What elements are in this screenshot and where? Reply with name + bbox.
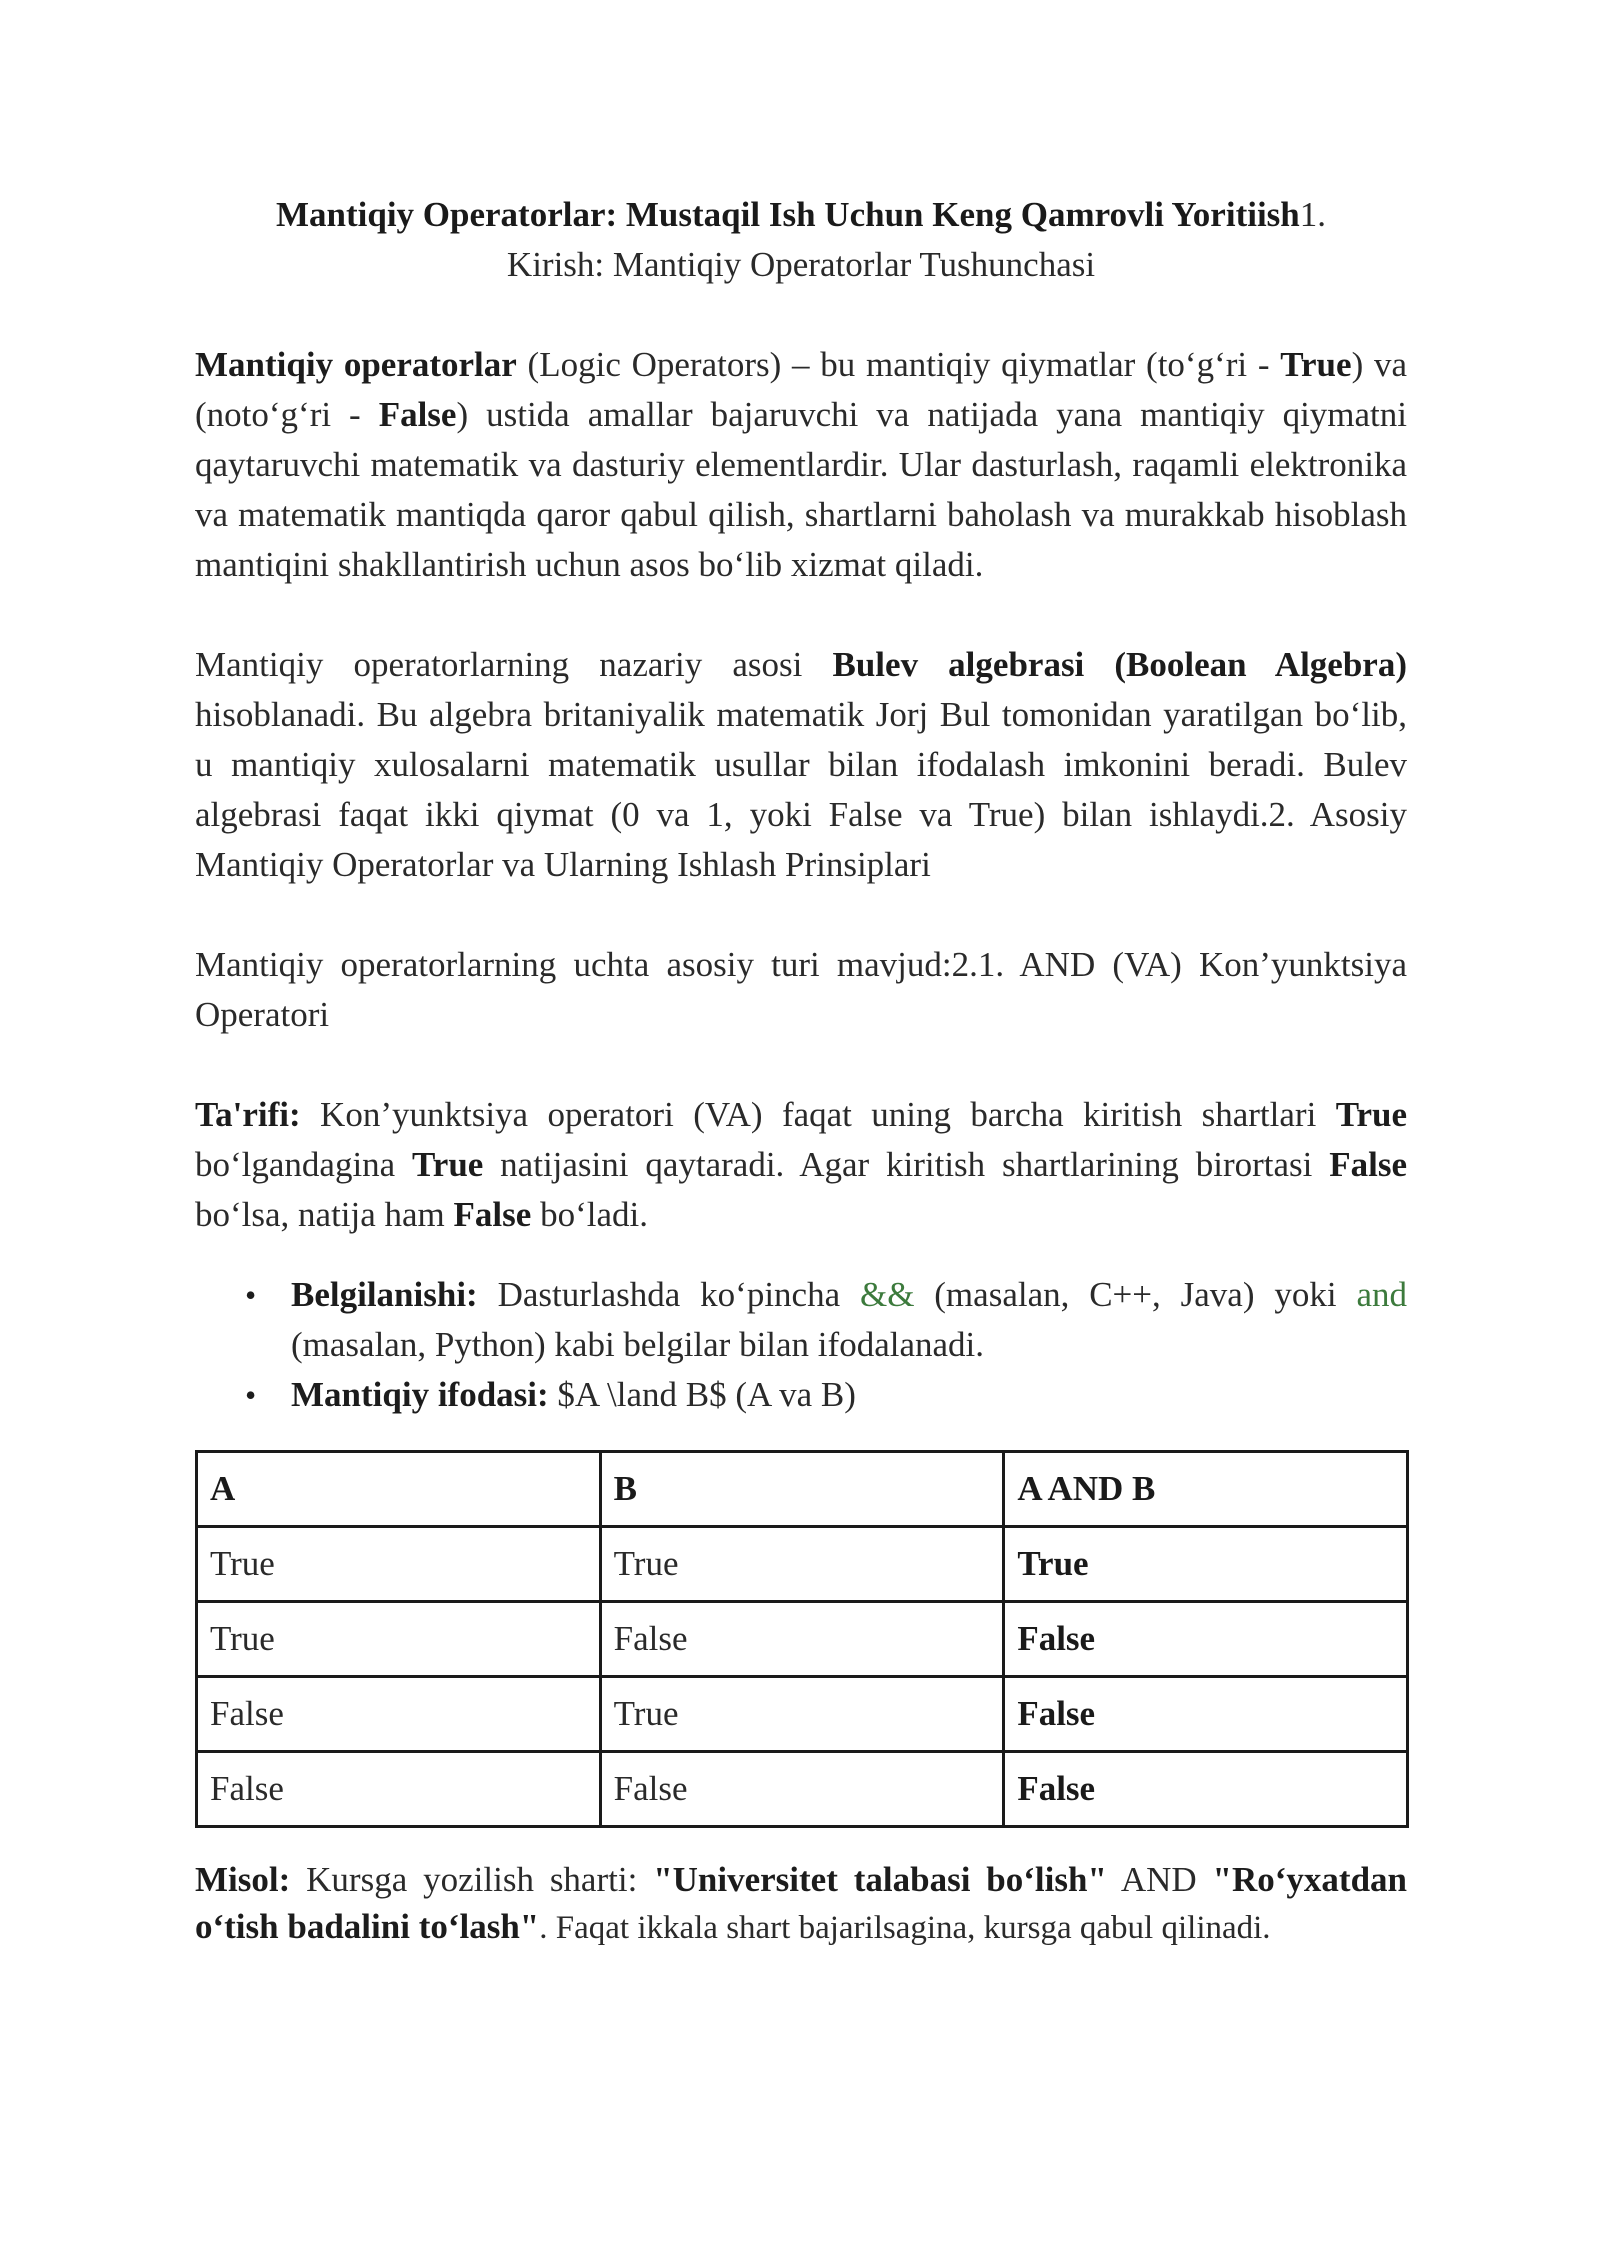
section-heading-intro: Kirish: Mantiqiy Operatorlar Tushunchasi [506,245,1096,284]
paragraph-definition: Mantiqiy operatorlar (Logic Operators) – bu mantiqiy qiymatlar (to‘g‘ri - True) va (noto‘g‘ri - False) ustida amallar bajaruvchi va natijada yana mantiqiy qiymatni qaytaruvchi matematik va dasturiy elementlardir. Ular dasturlash, raqamli elektronika va matematik mantiqda qaror qabul qilish, shartlarni baholash va murakkab hisoblash mantiqini shakllantirish uchun asos bo‘lib xizmat qiladi. [195,345,1407,584]
table-cell: True [600,1527,1004,1602]
term-definition: Ta'rifi: [195,1095,301,1134]
truth-table-and [195,1450,1409,1828]
term-logic-operators: Mantiqiy operatorlar [195,345,517,384]
table-cell: False [197,1677,601,1752]
table-row [197,1752,1408,1827]
table-cell: True [600,1677,1004,1752]
table-cell: False [600,1602,1004,1677]
table-cell: True [197,1602,601,1677]
table-row [197,1677,1408,1752]
table-cell-result: True [1004,1527,1408,1602]
table-cell-result: False [1004,1677,1408,1752]
table-header-cell: A AND B [1004,1452,1408,1527]
table-header-cell: B [600,1452,1004,1527]
code-and-keyword: and [1356,1275,1407,1314]
table-header-cell: A [197,1452,601,1527]
table-header-row [197,1452,1408,1527]
title-bold: Mantiqiy Operatorlar: Mustaqil Ish Uchun Keng Qamrovli Yoritiish [275,195,1300,234]
table-row [197,1527,1408,1602]
bullet-list [195,1270,1407,1420]
paragraph-operator-types: Mantiqiy operatorlarning uchta asosiy turi mavjud:2.1. AND (VA) Kon’yunktsiya Operatori [195,945,1407,1034]
term-boolean-algebra: Bulev algebrasi (Boolean Algebra) [832,645,1407,684]
list-item-expression: • Mantiqiy ifodasi: $A \land B$ (A va B) [195,1370,1407,1420]
paragraph-boolean-algebra: Mantiqiy operatorlarning nazariy asosi Bulev algebrasi (Boolean Algebra) hisoblanadi. Bu algebra britaniyalik matematik Jorj Bul tomonidan yaratilgan bo‘lib, u mantiqiy xulosalarni matematik usullar bilan ifodalash imkonini beradi. Bulev algebrasi faqat ikki qiymat (0 va 1, yoki False va True) bilan ishlaydi.2. Asosiy Mantiqiy Operatorlar va Ularning Ishlash Prinsiplari [195,645,1407,884]
table-cell: True [197,1527,601,1602]
code-and-symbol: && [859,1275,915,1314]
paragraph-example: Misol: Kursga yozilish sharti: "Universitet talabasi bo‘lish" AND "Ro‘yxatdan o‘tish badalini to‘lash". Faqat ikkala shart bajarilsagina, kursga qabul qilinadi. [195,1860,1407,1946]
term-example: Misol: [195,1860,291,1899]
list-item-notation: • Belgilanishi: Dasturlashda ko‘pincha && (masalan, C++, Java) yoki and (masalan, Python) kabi belgilar bilan ifodalanadi. [195,1270,1407,1370]
table-cell: False [197,1752,601,1827]
document-title [195,190,1407,240]
table-cell-result: False [1004,1752,1408,1827]
paragraph-and-definition: Ta'rifi: Kon’yunktsiya operatori (VA) faqat uning barcha kiritish shartlari True bo‘lgandagina True natijasini qaytaradi. Agar kiritish shartlarining birortasi False bo‘lsa, natija ham False bo‘ladi. [195,1095,1407,1234]
table-cell-result: False [1004,1602,1408,1677]
table-cell: False [600,1752,1004,1827]
document-page [195,190,1407,1952]
title-number: 1. [1299,195,1327,234]
table-row [197,1602,1408,1677]
